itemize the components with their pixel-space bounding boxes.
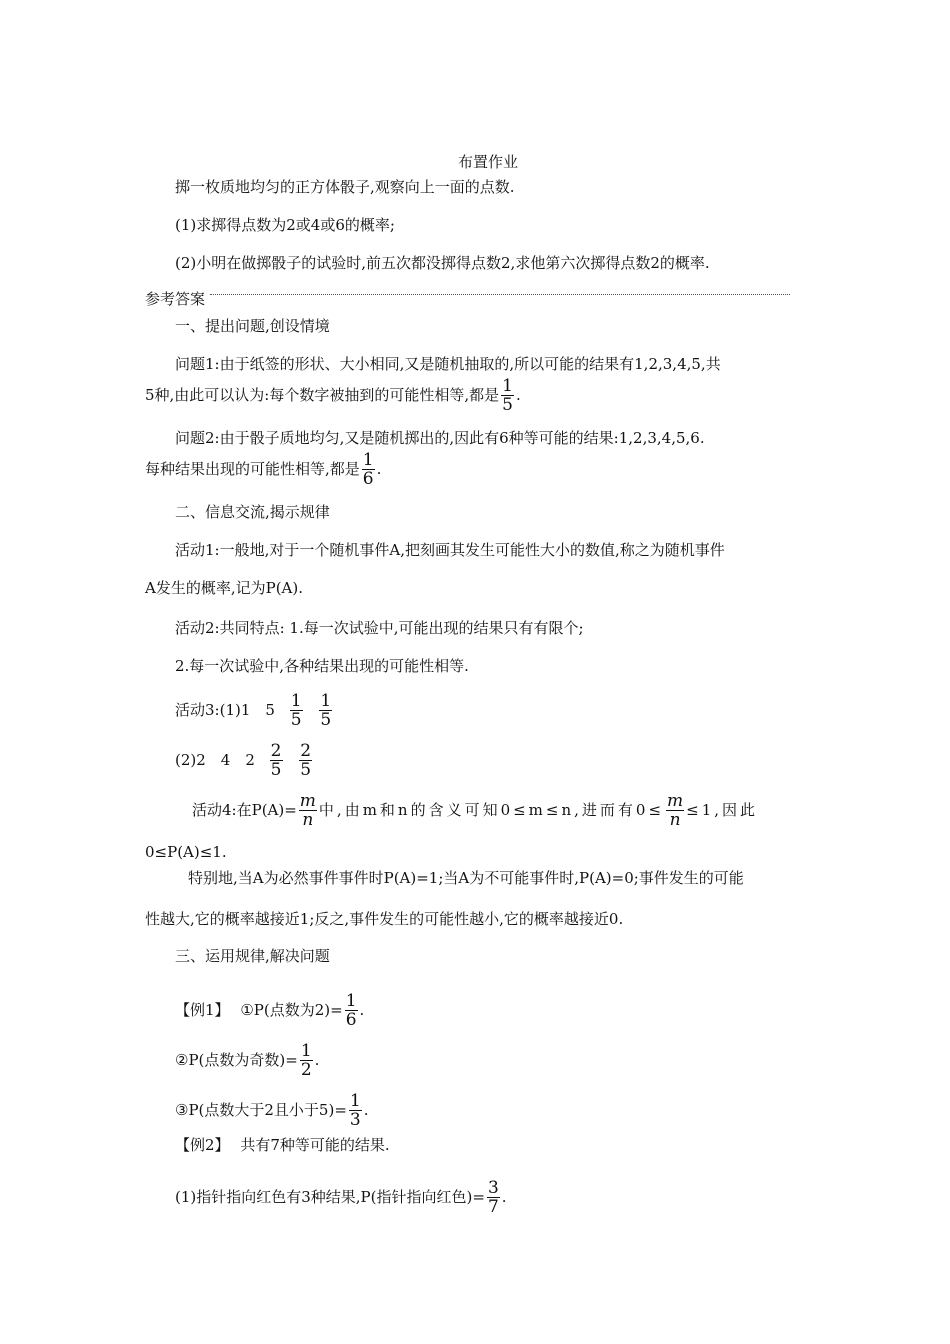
header-dotted-rule [210,294,790,295]
fraction [487,1180,500,1216]
special-case-line-2: 性越大,它的概率越接近1;反之,事件发生的可能性越小,它的概率越接近0. [145,910,624,928]
activity-4-line-1 [192,793,758,829]
fraction [299,743,312,779]
fraction-numerator: 3 [487,1178,499,1198]
problem-2-line-2 [145,452,381,488]
activity-3-part-2 [175,743,314,779]
homework-question-1: (1)求掷得点数为2或4或6的概率; [175,216,395,234]
fraction [300,1043,313,1079]
period: . [515,386,521,404]
fraction-denominator: 6 [362,469,374,489]
fraction-numerator: 2 [270,741,282,761]
activity-3-label-2: (2)2 4 2 [175,751,255,769]
fraction-denominator: n [669,810,681,830]
fraction-denominator: 5 [290,710,302,730]
example-1-part-2 [175,1043,319,1079]
activity-4-text-3: ≤1,因此 [686,801,759,819]
fraction-numerator: m [299,791,316,811]
fraction-numerator: 1 [300,1041,312,1061]
problem-1-line-2 [145,378,521,414]
fraction [290,693,303,729]
activity-4-text-1: 活动4:在P(A)= [192,801,297,819]
activity-2-line-1: 活动2:共同特点: 1.每一次试验中,可能出现的结果只有有限个; [175,619,584,637]
fraction-denominator: 5 [300,760,312,780]
example-1-text-1: ①P(点数为2)= [240,1001,343,1019]
homework-title: 布置作业 [458,153,519,171]
activity-3-part-1 [175,693,334,729]
activity-4-line-2: 0≤P(A)≤1. [145,843,227,861]
section-3-heading: 三、运用规律,解决问题 [175,947,330,965]
example-1-text-3: ③P(点数大于2且小于5)= [175,1101,347,1119]
fraction-numerator: m [667,791,684,811]
example-1-label: 【例1】 [175,1001,230,1019]
example-2-text: 共有7种等可能的结果. [240,1136,390,1154]
example-1-part-3 [175,1093,369,1129]
activity-1-line-2: A发生的概率,记为P(A). [145,579,303,597]
fraction-denominator: 6 [345,1010,357,1030]
section-1-heading: 一、提出问题,创设情境 [175,317,330,335]
activity-3-label: 活动3:(1)1 5 [175,701,275,719]
fraction-denominator: 3 [349,1110,361,1130]
problem-1-text: 5种,由此可以认为:每个数字被抽到的可能性相等,都是 [145,386,500,404]
example-2-part-1 [175,1180,507,1216]
fraction-numerator: 1 [290,691,302,711]
example-2-part-1-text: (1)指针指向红色有3种结果,P(指针指向红色)= [175,1188,485,1206]
fraction-denominator: 5 [502,395,513,415]
period: . [376,460,382,478]
activity-4-text-2: 中,由m和n的含义可知0≤m≤n,进而有0≤ [318,801,665,819]
period: . [363,1101,369,1119]
fraction [349,1093,362,1129]
fraction-numerator: 2 [300,741,312,761]
fraction [501,378,514,414]
homework-question-2: (2)小明在做掷骰子的试验时,前五次都没掷得点数2,求他第六次掷得点数2的概率. [175,254,710,272]
fraction [362,452,375,488]
example-1-part-1 [175,993,364,1029]
activity-2-line-2: 2.每一次试验中,各种结果出现的可能性相等. [175,657,469,675]
period: . [501,1188,507,1206]
activity-1-line-1: 活动1:一般地,对于一个随机事件A,把刻画其发生可能性大小的数值,称之为随机事件 [175,541,725,559]
fraction [270,743,283,779]
fraction-denominator: 7 [487,1197,499,1217]
problem-2-text: 每种结果出现的可能性相等,都是 [145,460,360,478]
fraction-numerator: 1 [345,991,357,1011]
homework-intro: 掷一枚质地均匀的正方体骰子,观察向上一面的点数. [175,178,515,196]
fraction-numerator: 1 [362,450,374,470]
fraction-denominator: n [302,810,314,830]
fraction-denominator: 2 [300,1060,312,1080]
example-1-text-2: ②P(点数为奇数)= [175,1051,298,1069]
example-2-label: 【例2】 [175,1136,230,1154]
section-2-heading: 二、信息交流,揭示规律 [175,503,330,521]
fraction-denominator: 5 [270,760,282,780]
fraction-denominator: 5 [320,710,332,730]
fraction [319,693,332,729]
fraction [299,793,317,829]
fraction [666,793,684,829]
fraction-numerator: 1 [349,1091,361,1111]
problem-1-line-1: 问题1:由于纸签的形状、大小相同,又是随机抽取的,所以可能的结果有1,2,3,4,5,共 [175,355,721,373]
problem-2-line-1: 问题2:由于骰子质地均匀,又是随机掷出的,因此有6种等可能的结果:1,2,3,4,5,6. [175,429,705,447]
special-case-line-1: 特别地,当A为必然事件事件时P(A)=1;当A为不可能事件时,P(A)=0;事件发生的可能 [188,869,744,887]
period: . [314,1051,320,1069]
answers-header: 参考答案 [145,290,206,308]
fraction-numerator: 1 [502,376,513,396]
fraction-numerator: 1 [320,691,332,711]
period: . [359,1001,365,1019]
example-2-heading [175,1135,390,1155]
fraction [345,993,358,1029]
